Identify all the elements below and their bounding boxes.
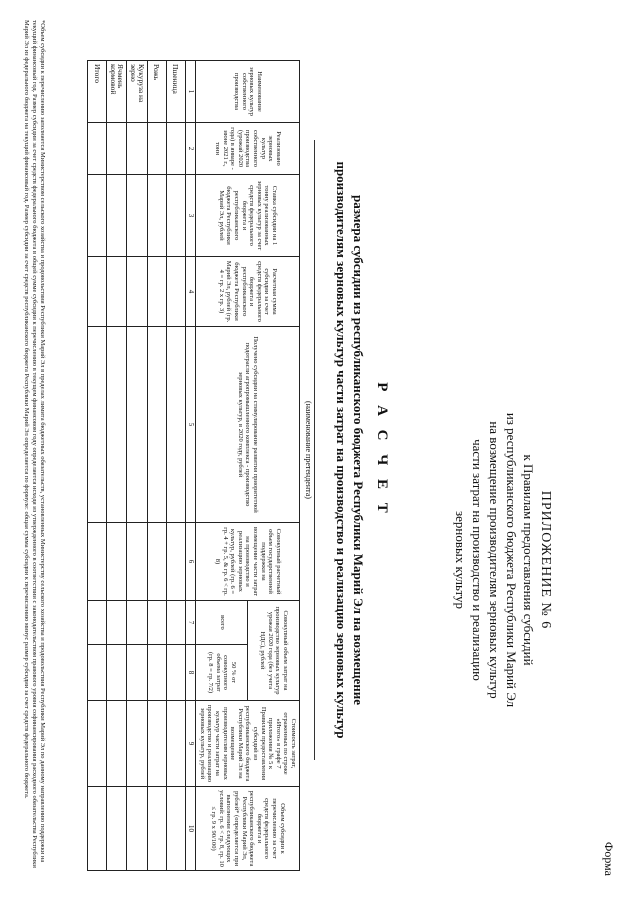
table-cell <box>88 327 107 523</box>
table-cell <box>107 327 127 523</box>
crop-name-cell: Кукуруза на зерно <box>127 61 147 123</box>
table-cell <box>127 123 147 175</box>
table-cell <box>147 175 166 257</box>
column-subheader: 50 % от совокупного объема затрат (гр. 8 = гр. 7/2) <box>196 645 248 701</box>
document-subtitle <box>333 20 367 880</box>
table-cell <box>166 123 185 175</box>
document-heading: Р А С Ч Е Т <box>374 382 390 518</box>
table-cell <box>127 327 147 523</box>
table-cell <box>127 645 147 701</box>
column-number: 9 <box>185 701 196 787</box>
table-cell <box>88 601 107 645</box>
appendix-line: из республиканского бюджета Республики Марий Эл <box>504 412 519 708</box>
table-cell <box>107 523 127 601</box>
subtitle-line: размера субсидии из республиканского бюджета Республики Марий Эл на возмещение <box>351 194 366 706</box>
table-cell <box>107 123 127 175</box>
table-cell <box>127 701 147 787</box>
table-cell <box>166 787 185 871</box>
column-header: Совокупный объем затрат на производство зерновых культур урожая 2020 года (без учета НДС), рублей <box>248 601 300 701</box>
table-cell <box>147 645 166 701</box>
table-cell <box>88 645 107 701</box>
column-number: 5 <box>185 327 196 523</box>
table-cell <box>107 175 127 257</box>
crop-name-cell: Пшеница <box>166 61 185 123</box>
table-cell <box>127 787 147 871</box>
table-cell <box>127 523 147 601</box>
crop-name-cell: Ячмень кормовой <box>107 61 127 123</box>
column-number: 2 <box>185 123 196 175</box>
table-cell <box>107 645 127 701</box>
column-number: 6 <box>185 523 196 601</box>
table-cell <box>166 601 185 645</box>
column-number: 8 <box>185 645 196 701</box>
form-label: Форма <box>602 841 616 876</box>
table-cell <box>88 257 107 327</box>
column-header: Получено субсидии на стимулирование развития приоритетной подотрасли агропромышленного комплекса - производство зерновых культур, в 2020 году, рублей <box>196 327 300 523</box>
table-total-row <box>88 61 107 871</box>
document-header <box>304 20 390 880</box>
table-row <box>127 61 147 871</box>
table-cell <box>166 257 185 327</box>
appendix-line: на возмещение производителям зерновых культур <box>487 421 502 699</box>
appendix-line: части затрат на производство и реализацию <box>470 439 485 681</box>
column-header: Объем субсидии к перечислению за счет средств федерального бюджета и республиканского бюджета Республики Марий Эл, рублей* (определяется при выполнении следующих условий: гр. 6 < гр. 8, гр. 10 ≤ гр. 9 х 90/100) <box>196 787 300 871</box>
table-cell <box>88 175 107 257</box>
table-cell <box>147 123 166 175</box>
column-number: 7 <box>185 601 196 645</box>
column-header: Наименование зерновых культур собственного производства <box>196 61 300 123</box>
table-row <box>107 61 127 871</box>
column-header: Реализовано зерновых культур собственного производства (урожай 2020 года) в январе - июне 2021 г., тонн <box>196 123 300 175</box>
column-header: Стоимость затрат, отраженных по строке «Итого» в графе 7 приложения № 5 к Правилам предоставления субсидий из республиканского бюджета Республики Марий Эл на возмещение производителям зерновых культур части затрат на производство и реализацию зерновых культур, рублей <box>196 701 300 787</box>
column-header: Совокупный расчетный объем государственной поддержки на возмещение части затрат на производство и реализацию зерновых культур, рублей (гр. 6 = гр. 4 + гр. 5, & гр. 6 < гр. 8) <box>196 523 300 601</box>
table-cell <box>127 257 147 327</box>
applicant-hint: (наименование претендента) <box>304 401 313 499</box>
footnote: *Объем субсидии к перечислению заполняется Министерством сельского хозяйства и продовольствия Республики Марий Эл в пределах лимита бюджетных обязательств, установленных Министерству сельского хозяйства и продовольствия Республики Марий Эл по данному направлению поддержки на текущий финансовый год. Размер субсидии за счет средств федерального бюджета в общей сумме субсидии к перечислению в текущем финансовом году определяется исходя из утвержденного в соответствии с законодательством правового уровня софинансирования расходного обязательства Республики Марий Эл из федерального бюджета на текущий финансовый год. Размер субсидии за счет средств республиканского бюджета Республики Марий Эл определяется по формуле: общая сумма субсидии к перечислению минус размер субсидии за счет средств федерального бюджета. <box>23 20 46 868</box>
table-cell <box>147 257 166 327</box>
appendix-number: ПРИЛОЖЕНИЕ № 6 <box>538 490 553 630</box>
table-cell <box>147 601 166 645</box>
table-row <box>147 61 166 871</box>
table-cell <box>166 645 185 701</box>
table-cell <box>127 601 147 645</box>
column-header: Ставка субсидии на 1 тонну реализованных зерновых культур за счет средств федерального бюджета и республиканского бюджета Республики Марий Эл, рублей <box>196 175 300 257</box>
table-header-row <box>248 61 300 871</box>
column-number: 10 <box>185 787 196 871</box>
table-cell <box>147 327 166 523</box>
column-header: Расчетная сумма субсидии за счет средств федерального бюджета и республиканского бюджета Республики Марий Эл, рублей (гр. 4 = гр. 2 х гр. 3) <box>196 257 300 327</box>
column-subheader: всего <box>196 601 248 645</box>
table-cell <box>166 175 185 257</box>
table-cell <box>88 787 107 871</box>
total-label-cell: Итого <box>88 61 107 123</box>
table-cell <box>166 701 185 787</box>
crop-name-cell: Рожь <box>147 61 166 123</box>
table-row <box>166 61 185 871</box>
table-cell <box>107 257 127 327</box>
table-cell <box>147 701 166 787</box>
column-number: 4 <box>185 257 196 327</box>
column-number: 3 <box>185 175 196 257</box>
table-cell <box>166 327 185 523</box>
table-cell <box>107 701 127 787</box>
table-cell <box>88 701 107 787</box>
subsidy-table <box>87 60 300 871</box>
table-cell <box>88 523 107 601</box>
table-cell <box>107 787 127 871</box>
appendix-line: зерновых культур <box>453 511 468 609</box>
table-cell <box>107 601 127 645</box>
subtitle-line: производителям зерновых культур части затрат на производство и реализацию зерновых культур <box>334 161 349 739</box>
appendix-line: к Правилам предоставления субсидий <box>521 454 536 666</box>
applicant-blank-line <box>314 140 325 760</box>
column-number-row <box>185 61 196 871</box>
appendix-block <box>452 0 554 880</box>
column-number: 1 <box>185 61 196 123</box>
table-cell <box>147 523 166 601</box>
table-cell <box>147 787 166 871</box>
table-cell <box>127 175 147 257</box>
table-cell <box>166 523 185 601</box>
table-cell <box>88 123 107 175</box>
